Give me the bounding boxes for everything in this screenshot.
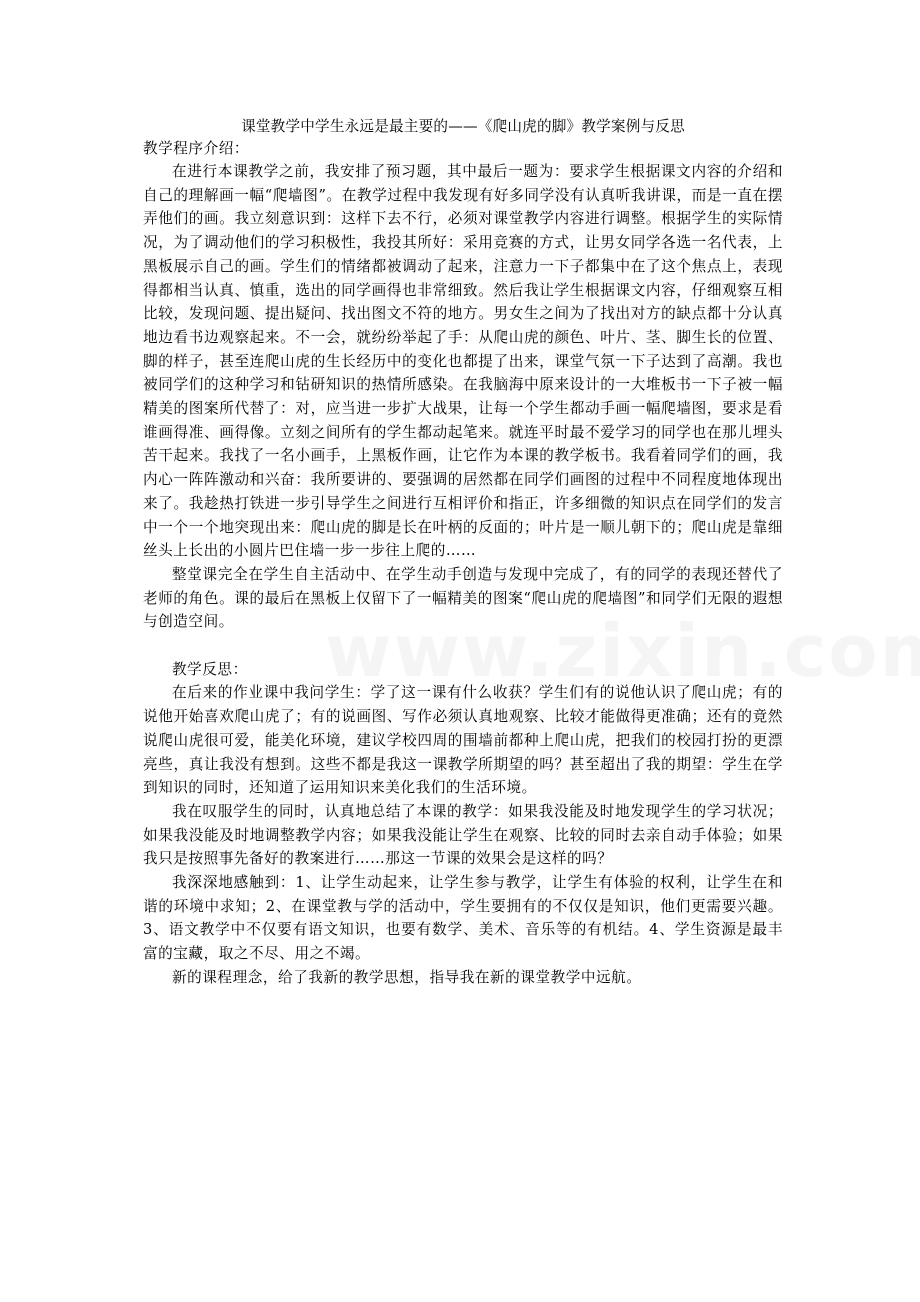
reflection-heading: 教学反思： bbox=[172, 660, 248, 678]
document-title: 课堂教学中学生永远是最主要的——《爬山虎的脚》教学案例与反思 bbox=[241, 118, 685, 135]
intro-paragraph: 在进行本课教学之前，我安排了预习题，其中最后一题为：要求学生根据课文内容的介绍和自己的理解画一幅“爬墙图”。在教学过程中我发现有好多同学没有认真听我讲课，而是一直在摆弄他们的画。我立刻意识到：这样下去不行，必须对课堂教学内容进行调整。根据学生的实际情况，为了调动他们的学习积极性，我投其所好：采用竞赛的方式，让男女同学各选一名代表，上黑板展示自己的画。学生们的情绪都被调动了起来，注意力一下子都集中在了这个焦点上，表现得都相当认真、慎重，选出的同学画得也非常细致。然后我让学生根据课文内容，仔细观察互相比较，发现问题、提出疑问、找出图文不符的地方。男女生之间为了找出对方的缺点都十分认真地边看书边观察起来。不一会，就纷纷举起了手：从爬山虎的颜色、叶片、茎、脚生长的位置、脚的样子，甚至连爬山虎的生长经历中的变化也都提了出来，课堂气氛一下子达到了高潮。我也被同学们的这种学习和钻研知识的热情所感染。在我脑海中原来设计的一大堆板书一下子被一幅精美的图案所代替了：对，应当进一步扩大战果，让每一个学生都动手画一幅爬墙图，要求是看谁画得准、画得像。立刻之间所有的学生都动起笔来。就连平时最不爱学习的同学也在那儿埋头苦干起来。我找了一名小画手，上黑板作画，让它作为本课的教学板书。我看着同学们的画，我内心一阵阵激动和兴奋：我所要讲的、要强调的居然都在同学们画图的过程中不同程度地体现出来了。我趁热打铁进一步引导学生之间进行互相评价和指正，许多细微的知识点在同学们的发言中一个一个地突现出来：爬山虎的脚是长在叶柄的反面的；叶片是一顺儿朝下的；爬山虎是靠细丝头上长出的小圆片巴住墙一步一步往上爬的…… bbox=[143, 163, 783, 560]
reflection-paragraph: 我在叹服学生的同时，认真地总结了本课的教学：如果我没能及时地发现学生的学习状况；如果我没能及时地调整教学内容；如果我没能让学生在观察、比较的同时去亲自动手体验；如果我只是按照事先备好的教案进行……那这一节课的效果会是这样的吗？ bbox=[143, 802, 783, 868]
section-spacer bbox=[143, 634, 783, 658]
intro-paragraph: 整堂课完全在学生自主活动中、在学生动手创造与发现中完成了，有的同学的表现还替代了老师的角色。课的最后在黑板上仅留下了一幅精美的图案“爬山虎的爬墙图”和同学们无限的遐想与创造空间。 bbox=[143, 565, 783, 631]
intro-heading: 教学程序介绍： bbox=[143, 140, 250, 157]
reflection-paragraph: 在后来的作业课中我问学生：学了这一课有什么收获？学生们有的说他认识了爬山虎；有的说他开始喜欢爬山虎了；有的说画图、写作必须认真地观察、比较才能做得更准确；还有的竟然说爬山虎很可爱，能美化环境，建议学校四周的围墙前都种上爬山虎，把我们的校园打扮的更漂亮些，真让我没有想到。这些不都是我这一课教学所期望的吗？甚至超出了我的期望：学生在学到知识的同时，还知道了运用知识来美化我们的生活环境。 bbox=[143, 684, 783, 797]
reflection-paragraph: 新的课程理念，给了我新的教学思想，指导我在新的课堂教学中远航。 bbox=[172, 968, 642, 986]
reflection-paragraph: 我深深地感触到：1、让学生动起来，让学生参与教学，让学生有体验的权利，让学生在和谐的环境中求知；2、在课堂教与学的活动中，学生要拥有的不仅仅是知识，他们更需要兴趣。3、语文教学中不仅要有语文知识，也要有数学、美术、音乐等的有机结。4、学生资源是最丰富的宝藏，取之不尽、用之不竭。 bbox=[143, 874, 783, 963]
document-body bbox=[143, 116, 783, 990]
